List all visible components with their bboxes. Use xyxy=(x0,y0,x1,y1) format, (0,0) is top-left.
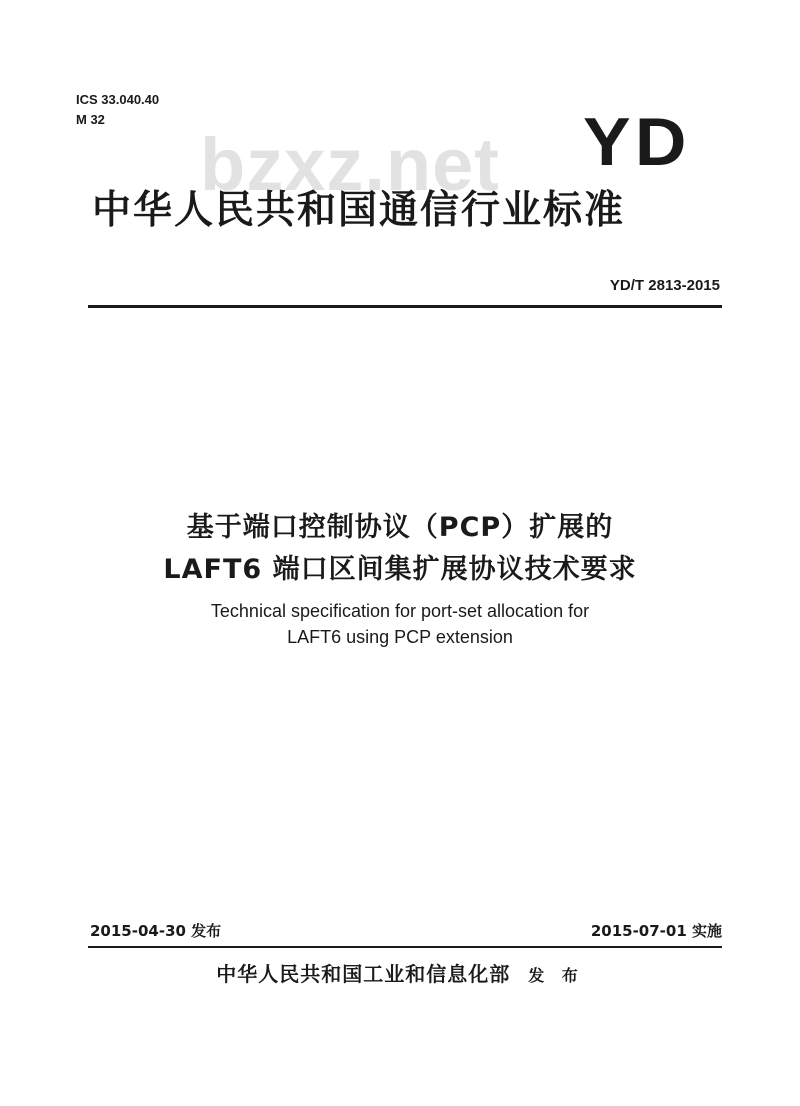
watermark: bzxz.net xyxy=(200,123,500,206)
ics-code: ICS 33.040.40 xyxy=(76,92,160,107)
ccs-code: M 32 xyxy=(76,112,105,127)
effective-date: 2015-07-01 实施 xyxy=(590,922,722,940)
yd-logo: YD xyxy=(583,104,691,180)
footer-divider xyxy=(88,946,722,948)
issuer-action: 发 布 xyxy=(528,966,584,985)
header-divider xyxy=(88,305,722,308)
issuer xyxy=(0,958,800,987)
publish-date: 2015-04-30 发布 xyxy=(90,922,222,940)
standard-number: YD/T 2813-2015 xyxy=(609,277,720,294)
document-title-cn-line2: LAFT6 端口区间集扩展协议技术要求 xyxy=(163,554,637,585)
issuer-name: 中华人民共和国工业和信息化部 xyxy=(216,962,511,986)
document-title-en-line2: LAFT6 using PCP extension xyxy=(287,627,513,647)
document-title-en-line1: Technical specification for port-set allocation for xyxy=(210,601,590,621)
standard-category-title: 中华人民共和国通信行业标准 xyxy=(92,188,626,233)
document-title-cn-line1: 基于端口控制协议（PCP）扩展的 xyxy=(186,512,614,543)
